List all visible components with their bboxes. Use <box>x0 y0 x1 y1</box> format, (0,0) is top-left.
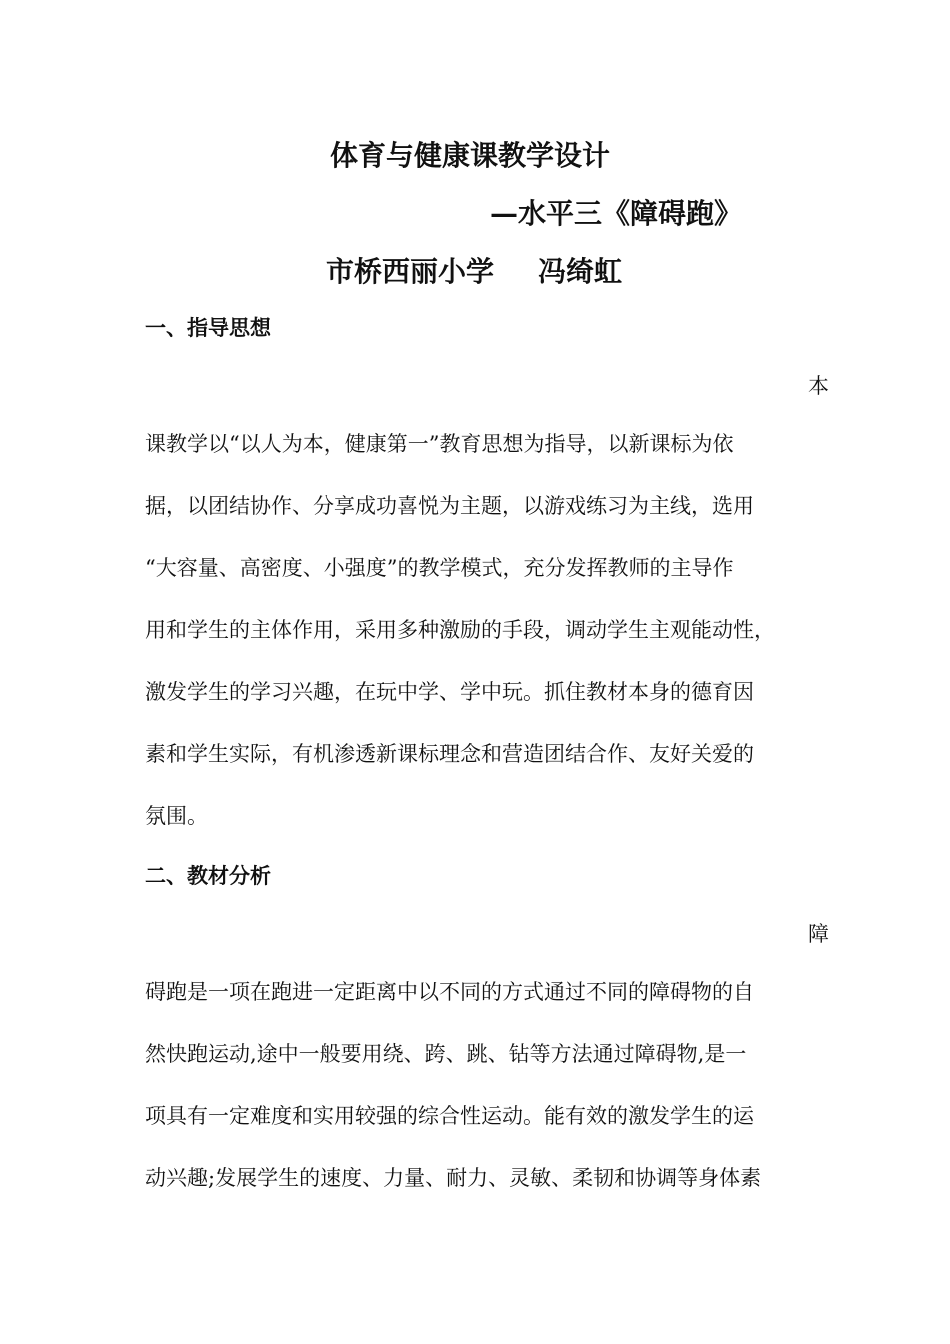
paragraph-line: 素和学生实际，有机渗透新课标理念和营造团结合作、友好关爱的 <box>145 742 754 766</box>
paragraph-line: 项具有一定难度和实用较强的综合性运动。能有效的激发学生的运 <box>145 1104 754 1128</box>
paragraph-line: “大容量、高密度、小强度”的教学模式，充分发挥教师的主导作 <box>145 556 734 580</box>
paragraph-line: 激发学生的学习兴趣，在玩中学、学中玩。抓住教材本身的德育因 <box>145 680 754 704</box>
paragraph-line: 动兴趣;发展学生的速度、力量、耐力、灵敏、柔韧和协调等身体素 <box>145 1166 762 1190</box>
paragraph-line: 用和学生的主体作用，采用多种激励的手段，调动学生主观能动性， <box>145 618 775 642</box>
section-1-first-char: 本 <box>808 374 829 398</box>
author-line <box>326 250 622 290</box>
paragraph-line: 课教学以“以人为本，健康第一”教育思想为指导，以新课标为依 <box>145 432 734 456</box>
document-title: 体育与健康课教学设计 <box>330 139 611 172</box>
section-heading-material-analysis: 二、教材分析 <box>145 864 271 888</box>
paragraph-line: 氛围。 <box>145 804 208 828</box>
author-name: 冯绮虹 <box>538 255 623 288</box>
paragraph-line: 然快跑运动,途中一般要用绕、跨、跳、钻等方法通过障碍物,是一 <box>145 1042 747 1066</box>
section-2-first-char: 障 <box>808 922 829 946</box>
document-subtitle: —水平三《障碍跑》 <box>490 197 743 230</box>
section-heading-guiding-ideology: 一、指导思想 <box>145 316 271 340</box>
author-school: 市桥西丽小学 <box>326 255 495 288</box>
paragraph-line: 碍跑是一项在跑进一定距离中以不同的方式通过不同的障碍物的自 <box>145 980 754 1004</box>
paragraph-line: 据，以团结协作、分享成功喜悦为主题，以游戏练习为主线，选用 <box>145 494 754 518</box>
